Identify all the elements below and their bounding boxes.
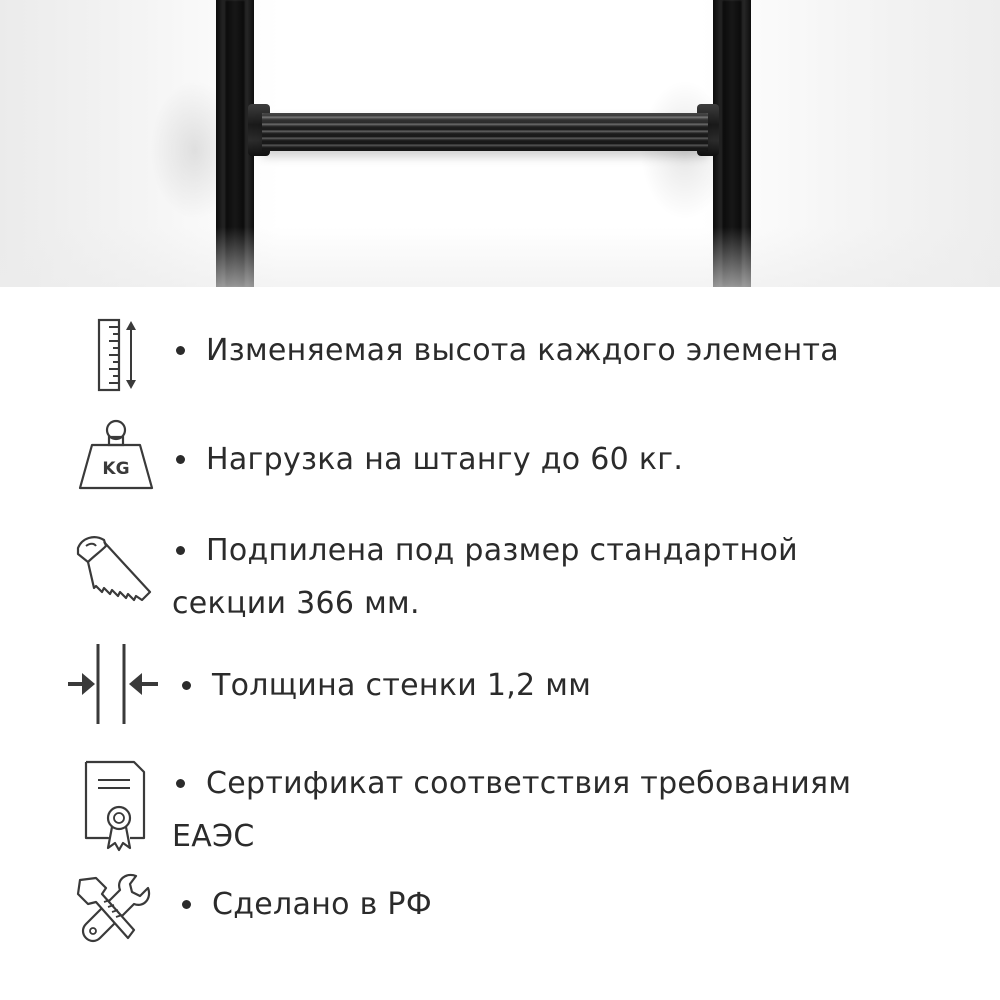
saw-icon [72, 532, 154, 604]
bullet [176, 546, 185, 555]
feature-text: ЕАЭС [172, 819, 255, 854]
bullet [182, 681, 191, 690]
wall-thickness-icon [66, 644, 160, 726]
feature-text: Сделано в РФ [212, 887, 432, 922]
certificate-icon [82, 760, 148, 852]
feature-text: Толщина стенки 1,2 мм [212, 668, 592, 703]
ruler-height-icon [95, 318, 145, 392]
tools-icon [74, 870, 154, 944]
bullet [176, 455, 185, 464]
bullet [176, 779, 185, 788]
product-photo [0, 0, 1000, 287]
feature-text: Сертификат соответствия требованиям [206, 766, 852, 801]
feature-text: Нагрузка на штангу до 60 кг. [206, 442, 684, 477]
bullet [176, 346, 185, 355]
feature-text: секции 366 мм. [172, 586, 420, 621]
hanging-rod [262, 113, 708, 151]
bullet [182, 900, 191, 909]
feature-text: Изменяемая высота каждого элемента [206, 333, 839, 368]
feature-text: Подпилена под размер стандартной [206, 533, 798, 568]
weight-kg-label: KG [102, 459, 130, 479]
weight-kg-icon [78, 418, 154, 490]
